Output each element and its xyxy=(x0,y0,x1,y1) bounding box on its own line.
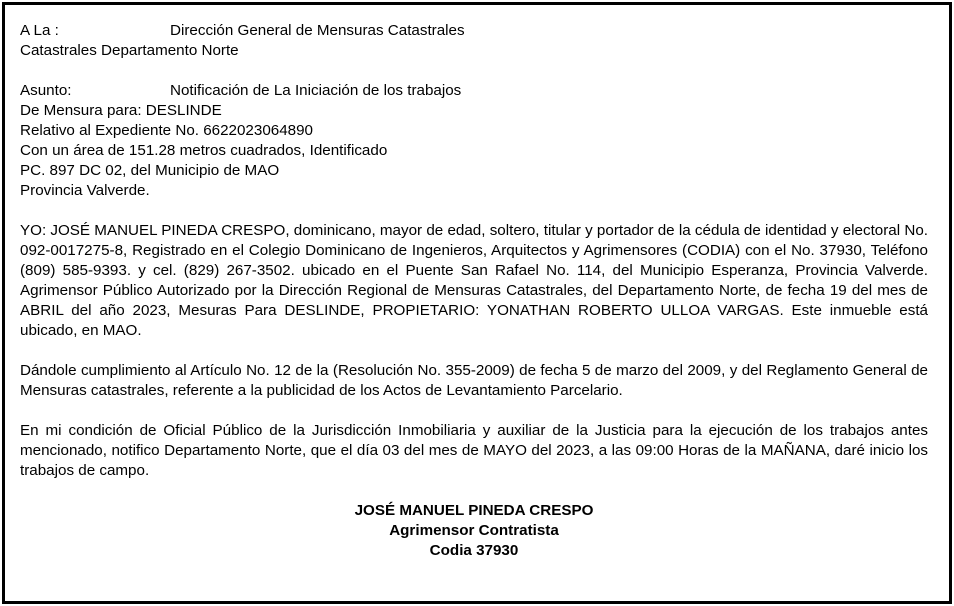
notice-content xyxy=(20,21,928,561)
addressee-label: A La : xyxy=(20,22,59,39)
subject-detail-line: De Mensura para: DESLINDE xyxy=(20,102,222,119)
spacer xyxy=(20,481,928,501)
addressee-value: Dirección General de Mensuras Catastrales xyxy=(170,22,465,39)
spacer xyxy=(20,341,928,361)
signatory-title: Agrimensor Contratista xyxy=(389,522,559,539)
legal-basis-paragraph: Dándole cumplimiento al Artículo No. 12 de la (Resolución No. 355-2009) de fecha 5 de marzo del 2009, y del Reglamento General de Mensuras catastrales, referente a la publicidad de los Actos de Levantamiento Parcelario. xyxy=(20,362,928,399)
subject-detail-line: PC. 897 DC 02, del Municipio de MAO xyxy=(20,162,280,179)
spacer xyxy=(20,61,928,81)
signatory-name: JOSÉ MANUEL PINEDA CRESPO xyxy=(354,502,594,519)
signatory-codia: Codia 37930 xyxy=(429,542,519,559)
subject-detail-line: Relativo al Expediente No. 6622023064890 xyxy=(20,122,314,139)
subject-line xyxy=(20,81,928,101)
subject-detail-line: Con un área de 151.28 metros cuadrados, Identificado xyxy=(20,142,388,159)
addressee-line-2: Catastrales Departamento Norte xyxy=(20,42,239,59)
declarant-paragraph: YO: JOSÉ MANUEL PINEDA CRESPO, dominicano, mayor de edad, soltero, titular y portador de la cédula de identidad y electoral No. 092-0017275-8, Registrado en el Colegio Dominicano de Ingenieros, Arquitectos y Agrimensores (CODIA) con el No. 37930, Teléfono (809) 585-9393. y cel. (829) 267-3502. ubicado en el Puente San Rafael No. 114, del Municipio Esperanza, Provincia Valverde. Agrimensor Público Autorizado por la Dirección Regional de Mensuras Catastrales, del Departamento Norte, de fecha 19 del mes de ABRIL del año 2023, Mesuras Para DESLINDE, PROPIETARIO: YONATHAN ROBERTO ULLOA VARGAS. Este inmueble está ubicado, en MAO. xyxy=(20,222,928,339)
spacer xyxy=(20,201,928,221)
subject-detail-line: Provincia Valverde. xyxy=(20,182,150,199)
subject-label: Asunto: xyxy=(20,82,72,99)
addressee-line xyxy=(20,21,928,41)
spacer xyxy=(20,401,928,421)
signature-block xyxy=(20,501,928,561)
document-frame xyxy=(2,2,952,604)
subject-value: Notificación de La Iniciación de los trabajos xyxy=(170,82,462,99)
notification-paragraph: En mi condición de Oficial Público de la Jurisdicción Inmobiliaria y auxiliar de la Justicia para la ejecución de los trabajos antes mencionado, notifico Departamento Norte, que el día 03 del mes de MAYO del 2023, a las 09:00 Horas de la MAÑANA, daré inicio los trabajos de campo. xyxy=(20,422,928,479)
